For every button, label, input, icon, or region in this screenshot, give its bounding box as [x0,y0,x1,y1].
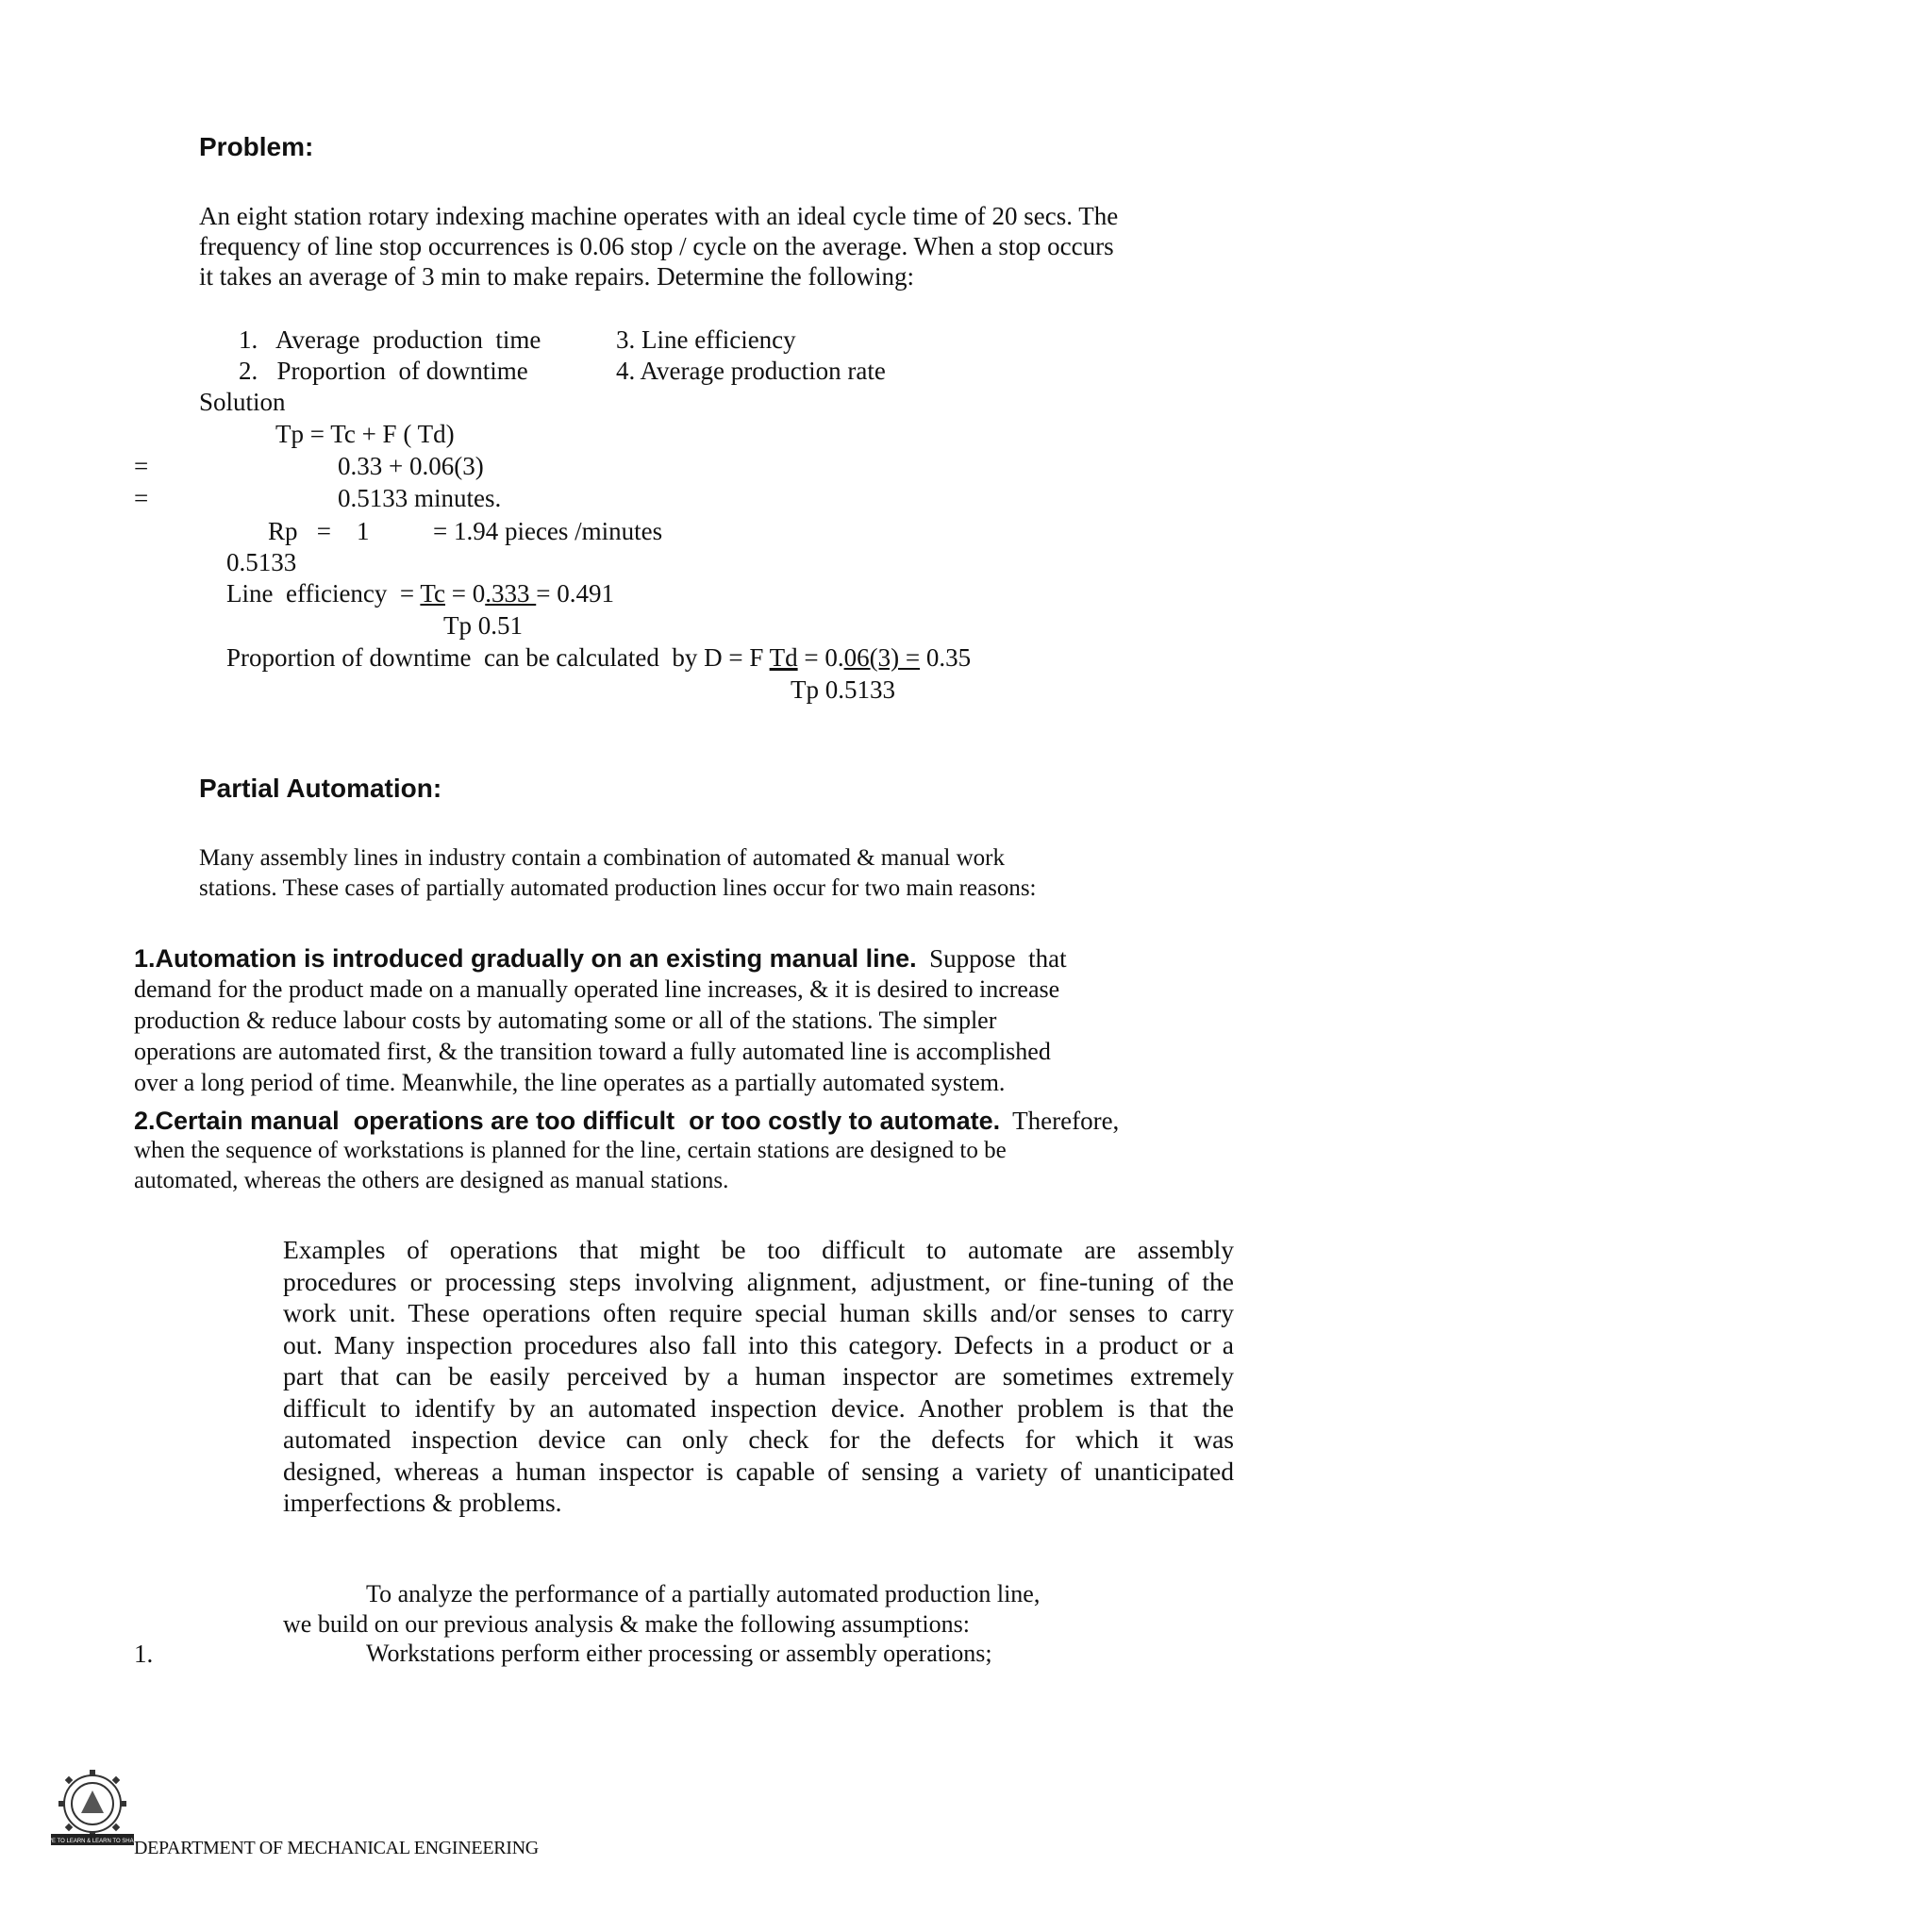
intro-line: Many assembly lines in industry contain a combination of automated & manual work [199,845,1005,871]
examples-line: procedures or processing steps involving alignment, adjustment, or fine-tuning of the [283,1266,1234,1296]
reason-2-first-line [134,1106,1119,1136]
problem-line: it takes an average of 3 min to make repairs. Determine the following: [199,262,914,291]
analyze-line: we build on our previous analysis & make the following assumptions: [283,1610,970,1638]
examples-line: imperfections & problems. [283,1488,562,1517]
intro-line: stations. These cases of partially automated production lines occur for two main reasons: [199,875,1037,901]
assumption-text: Workstations perform either processing or assembly operations; [366,1640,992,1667]
production-rate-line: Rp = 1 = 1.94 pieces /minutes [268,517,663,545]
reason-1-line: production & reduce labour costs by automating some or all of the stations. The simpler [134,1007,997,1034]
problem-heading: Problem: [199,132,314,161]
tp-formula: Tp = Tc + F ( Td) [275,420,455,448]
reason-1-first-line [134,943,1067,974]
equation-line: 0.33 + 0.06(3) [338,452,484,480]
reason-2-text: Therefore, [1000,1107,1120,1135]
examples-paragraph [283,1234,1234,1519]
reason-1-line: over a long period of time. Meanwhile, the line operates as a partially automated system. [134,1069,1006,1096]
examples-line: part that can be easily perceived by a human inspector are sometimes extremely [283,1361,1234,1391]
solution-label: Solution [199,388,286,416]
examples-line: Examples of operations that might be too difficult to automate are assembly [283,1235,1234,1264]
reason-2-line: automated, whereas the others are designed as manual stations. [134,1168,729,1193]
examples-line: automated inspection device can only check for the defects for which it was [283,1424,1234,1454]
list-item: 1. Average production time [239,325,541,354]
production-rate-denominator: 0.5133 [226,548,297,576]
pd-prefix: Proportion of downtime can be calculated by D = F [226,643,770,672]
le-end: = 0.491 [536,579,614,608]
college-logo [43,1764,142,1851]
pd-num: 06(3) = [843,643,921,672]
assumption-number: 1. [134,1640,154,1668]
line-efficiency-denominator: Tp 0.51 [443,611,523,640]
examples-line: designed, whereas a human inspector is capable of sensing a variety of unanticipated [283,1456,1234,1486]
examples-line: difficult to identify by an automated inspection device. Another problem is that the [283,1392,1234,1423]
footer-department: DEPARTMENT OF MECHANICAL ENGINEERING [134,1838,539,1858]
reason-1-title: 1.Automation is introduced gradually on an existing manual line. [134,944,917,973]
line-efficiency-formula [226,578,614,608]
le-num: .333 [485,579,537,608]
downtime-formula [226,642,971,673]
pd-end: 0.35 [920,643,972,672]
list-item: 3. Line efficiency [616,325,796,354]
equals-sign: = [134,452,149,480]
le-prefix: Line efficiency = [226,579,421,608]
reason-1-line: operations are automated first, & the transition toward a fully automated line is accomplished [134,1038,1051,1065]
reason-1-text: Suppose that [916,944,1067,973]
problem-line: frequency of line stop occurrences is 0.06 stop / cycle on the average. When a stop occurs [199,232,1114,260]
examples-line: out. Many inspection procedures also fall into this category. Defects in a product or a [283,1329,1234,1359]
list-item: 4. Average production rate [616,357,886,385]
equals-sign: = [134,484,149,512]
examples-line: work unit. These operations often require special human skills and/or senses to carry [283,1298,1234,1327]
analyze-line: To analyze the performance of a partially automated production line, [366,1580,1041,1607]
le-tc: Tc [420,579,445,608]
problem-line: An eight station rotary indexing machine operates with an ideal cycle time of 20 secs. The [199,202,1119,230]
logo-banner-text: LIVE TO LEARN & LEARN TO SHARE [43,1839,142,1844]
downtime-denominator: Tp 0.5133 [791,675,895,704]
reason-1-line: demand for the product made on a manually operated line increases, & it is desired to increase [134,975,1060,1003]
equation-line: 0.5133 minutes. [338,484,502,512]
pd-mid: = 0. [797,643,844,672]
reason-2-title: 2.Certain manual operations are too difficult or too costly to automate. [134,1107,1001,1135]
partial-automation-heading: Partial Automation: [199,774,442,803]
pd-td: Td [769,643,798,672]
reason-2-line: when the sequence of workstations is planned for the line, certain stations are designed to be [134,1138,1007,1163]
list-item: 2. Proportion of downtime [239,357,528,385]
le-mid: = 0 [445,579,486,608]
